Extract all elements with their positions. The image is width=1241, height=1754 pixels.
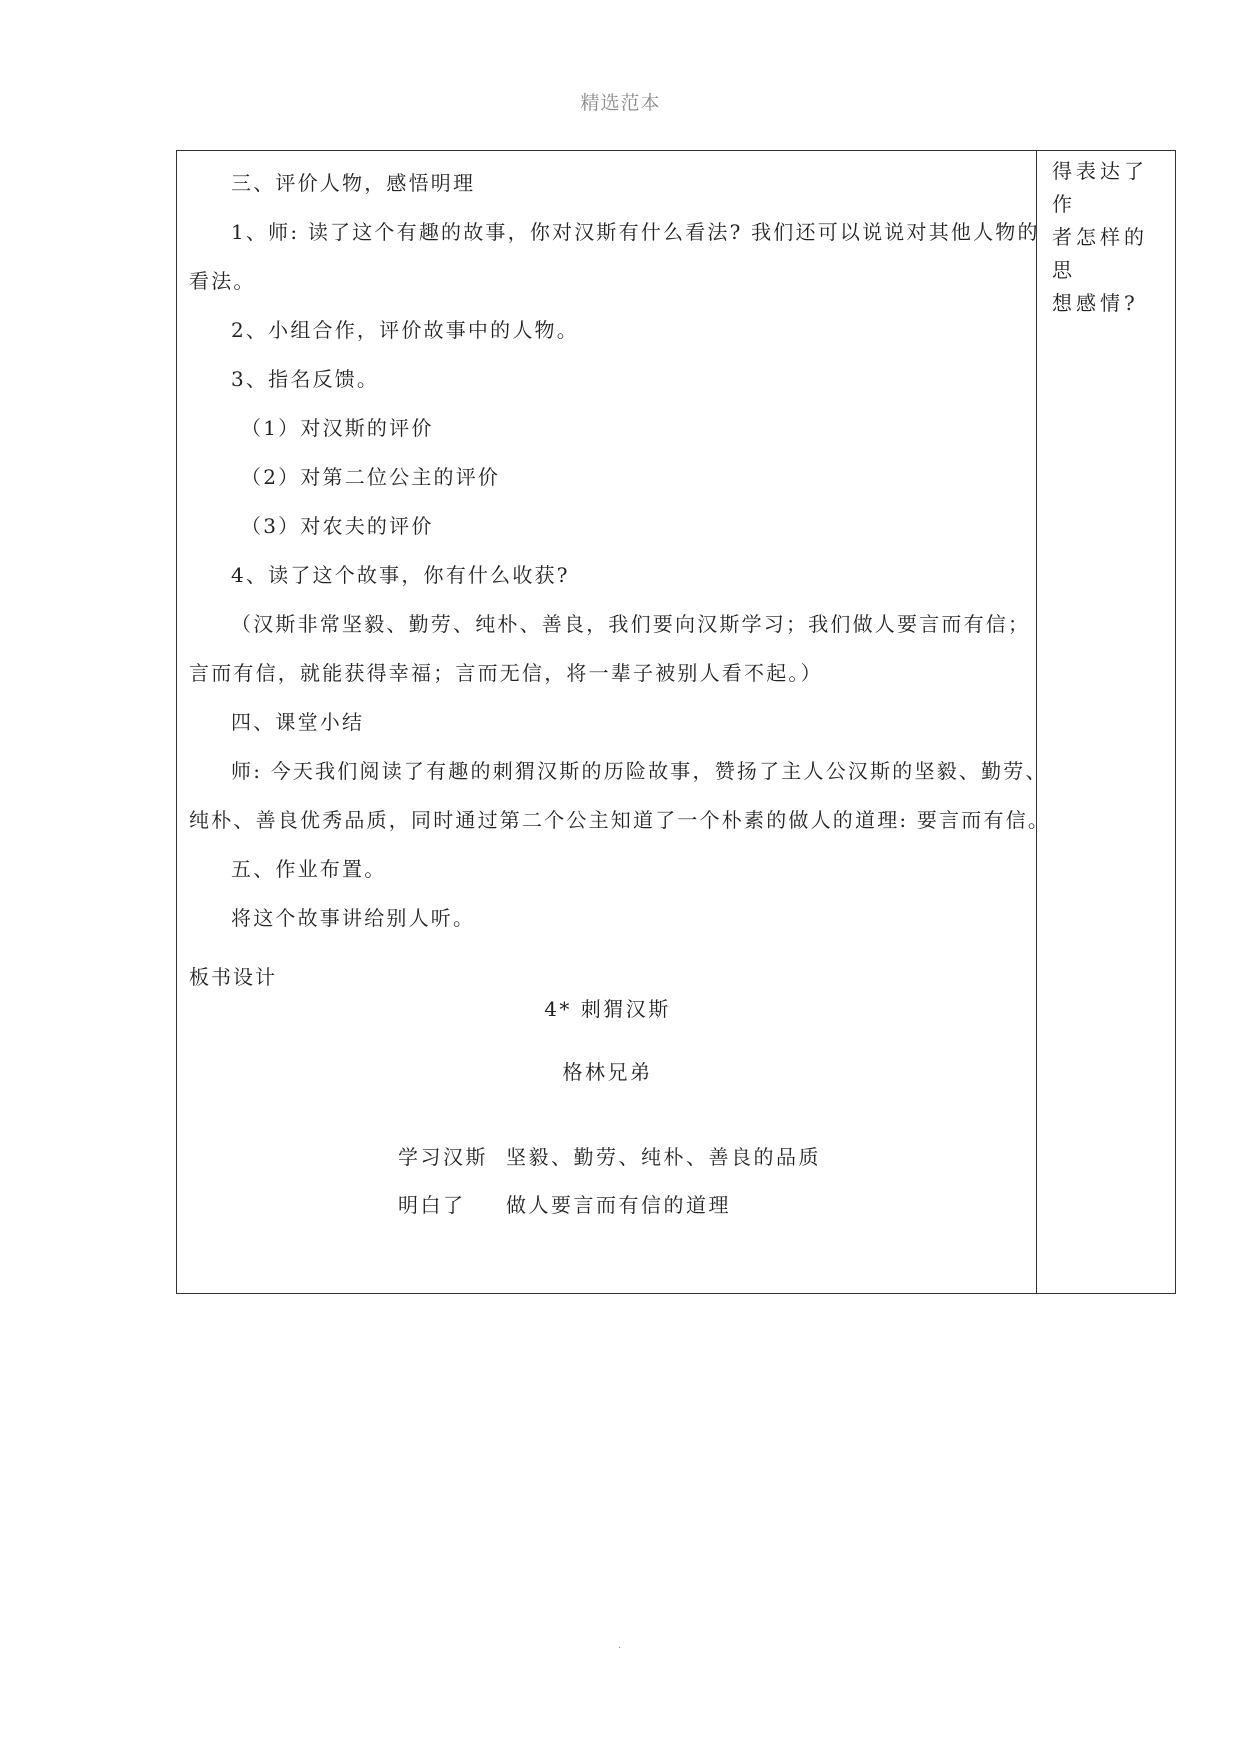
side-note-cell xyxy=(1038,151,1175,1293)
section-heading: 四、课堂小结 xyxy=(231,710,365,734)
list-item: （1）对汉斯的评价 xyxy=(241,416,434,440)
paragraph: （汉斯非常坚毅、勤劳、纯朴、善良，我们要向汉斯学习；我们做人要言而有信； xyxy=(231,612,1031,636)
list-item: （3）对农夫的评价 xyxy=(241,514,434,538)
board-design-label: 板书设计 xyxy=(189,965,277,989)
board-row-left: 明白了 xyxy=(398,1193,466,1217)
paragraph-continuation: 看法。 xyxy=(189,269,256,293)
paragraph: 1、师: 读了这个有趣的故事，你对汉斯有什么看法? 我们还可以说说对其他人物的 xyxy=(231,220,1040,244)
paragraph: 2、小组合作，评价故事中的人物。 xyxy=(231,318,579,342)
paragraph-continuation: 纯朴、善良优秀品质，同时通过第二个公主知道了一个朴素的做人的道理: 要言而有信。 xyxy=(189,808,1051,832)
lesson-table xyxy=(176,150,1176,1294)
side-note-line: 得表达了作 xyxy=(1052,159,1148,216)
side-note-line: 想感情? xyxy=(1052,291,1139,315)
paragraph: 将这个故事讲给别人听。 xyxy=(231,906,476,930)
board-row-left: 学习汉斯 xyxy=(398,1145,488,1169)
footer-mark: . xyxy=(618,1640,622,1651)
page-header-title: 精选范本 xyxy=(580,92,661,114)
paragraph: 师: 今天我们阅读了有趣的刺猬汉斯的历险故事，赞扬了主人公汉斯的坚毅、勤劳、 xyxy=(231,759,1048,783)
paragraph-continuation: 言而有信，就能获得幸福；言而无信，将一辈子被别人看不起。） xyxy=(189,661,823,685)
column-divider xyxy=(1036,151,1037,1293)
board-row xyxy=(398,1141,821,1170)
lesson-content-cell xyxy=(177,151,1051,1293)
list-item: （2）对第二位公主的评价 xyxy=(241,465,501,489)
board-title: 4* 刺猬汉斯 xyxy=(544,997,671,1021)
board-row-right: 坚毅、勤劳、纯朴、善良的品质 xyxy=(506,1145,821,1169)
paragraph: 3、指名反馈。 xyxy=(231,367,380,391)
section-heading: 五、作业布置。 xyxy=(231,857,387,881)
board-author: 格林兄弟 xyxy=(562,1060,653,1084)
board-row xyxy=(398,1189,731,1218)
board-row-right: 做人要言而有信的道理 xyxy=(506,1193,731,1217)
side-note-line: 者怎样的思 xyxy=(1052,225,1148,282)
section-heading: 三、评价人物，感悟明理 xyxy=(231,171,476,195)
paragraph: 4、读了这个故事，你有什么收获? xyxy=(231,563,570,587)
